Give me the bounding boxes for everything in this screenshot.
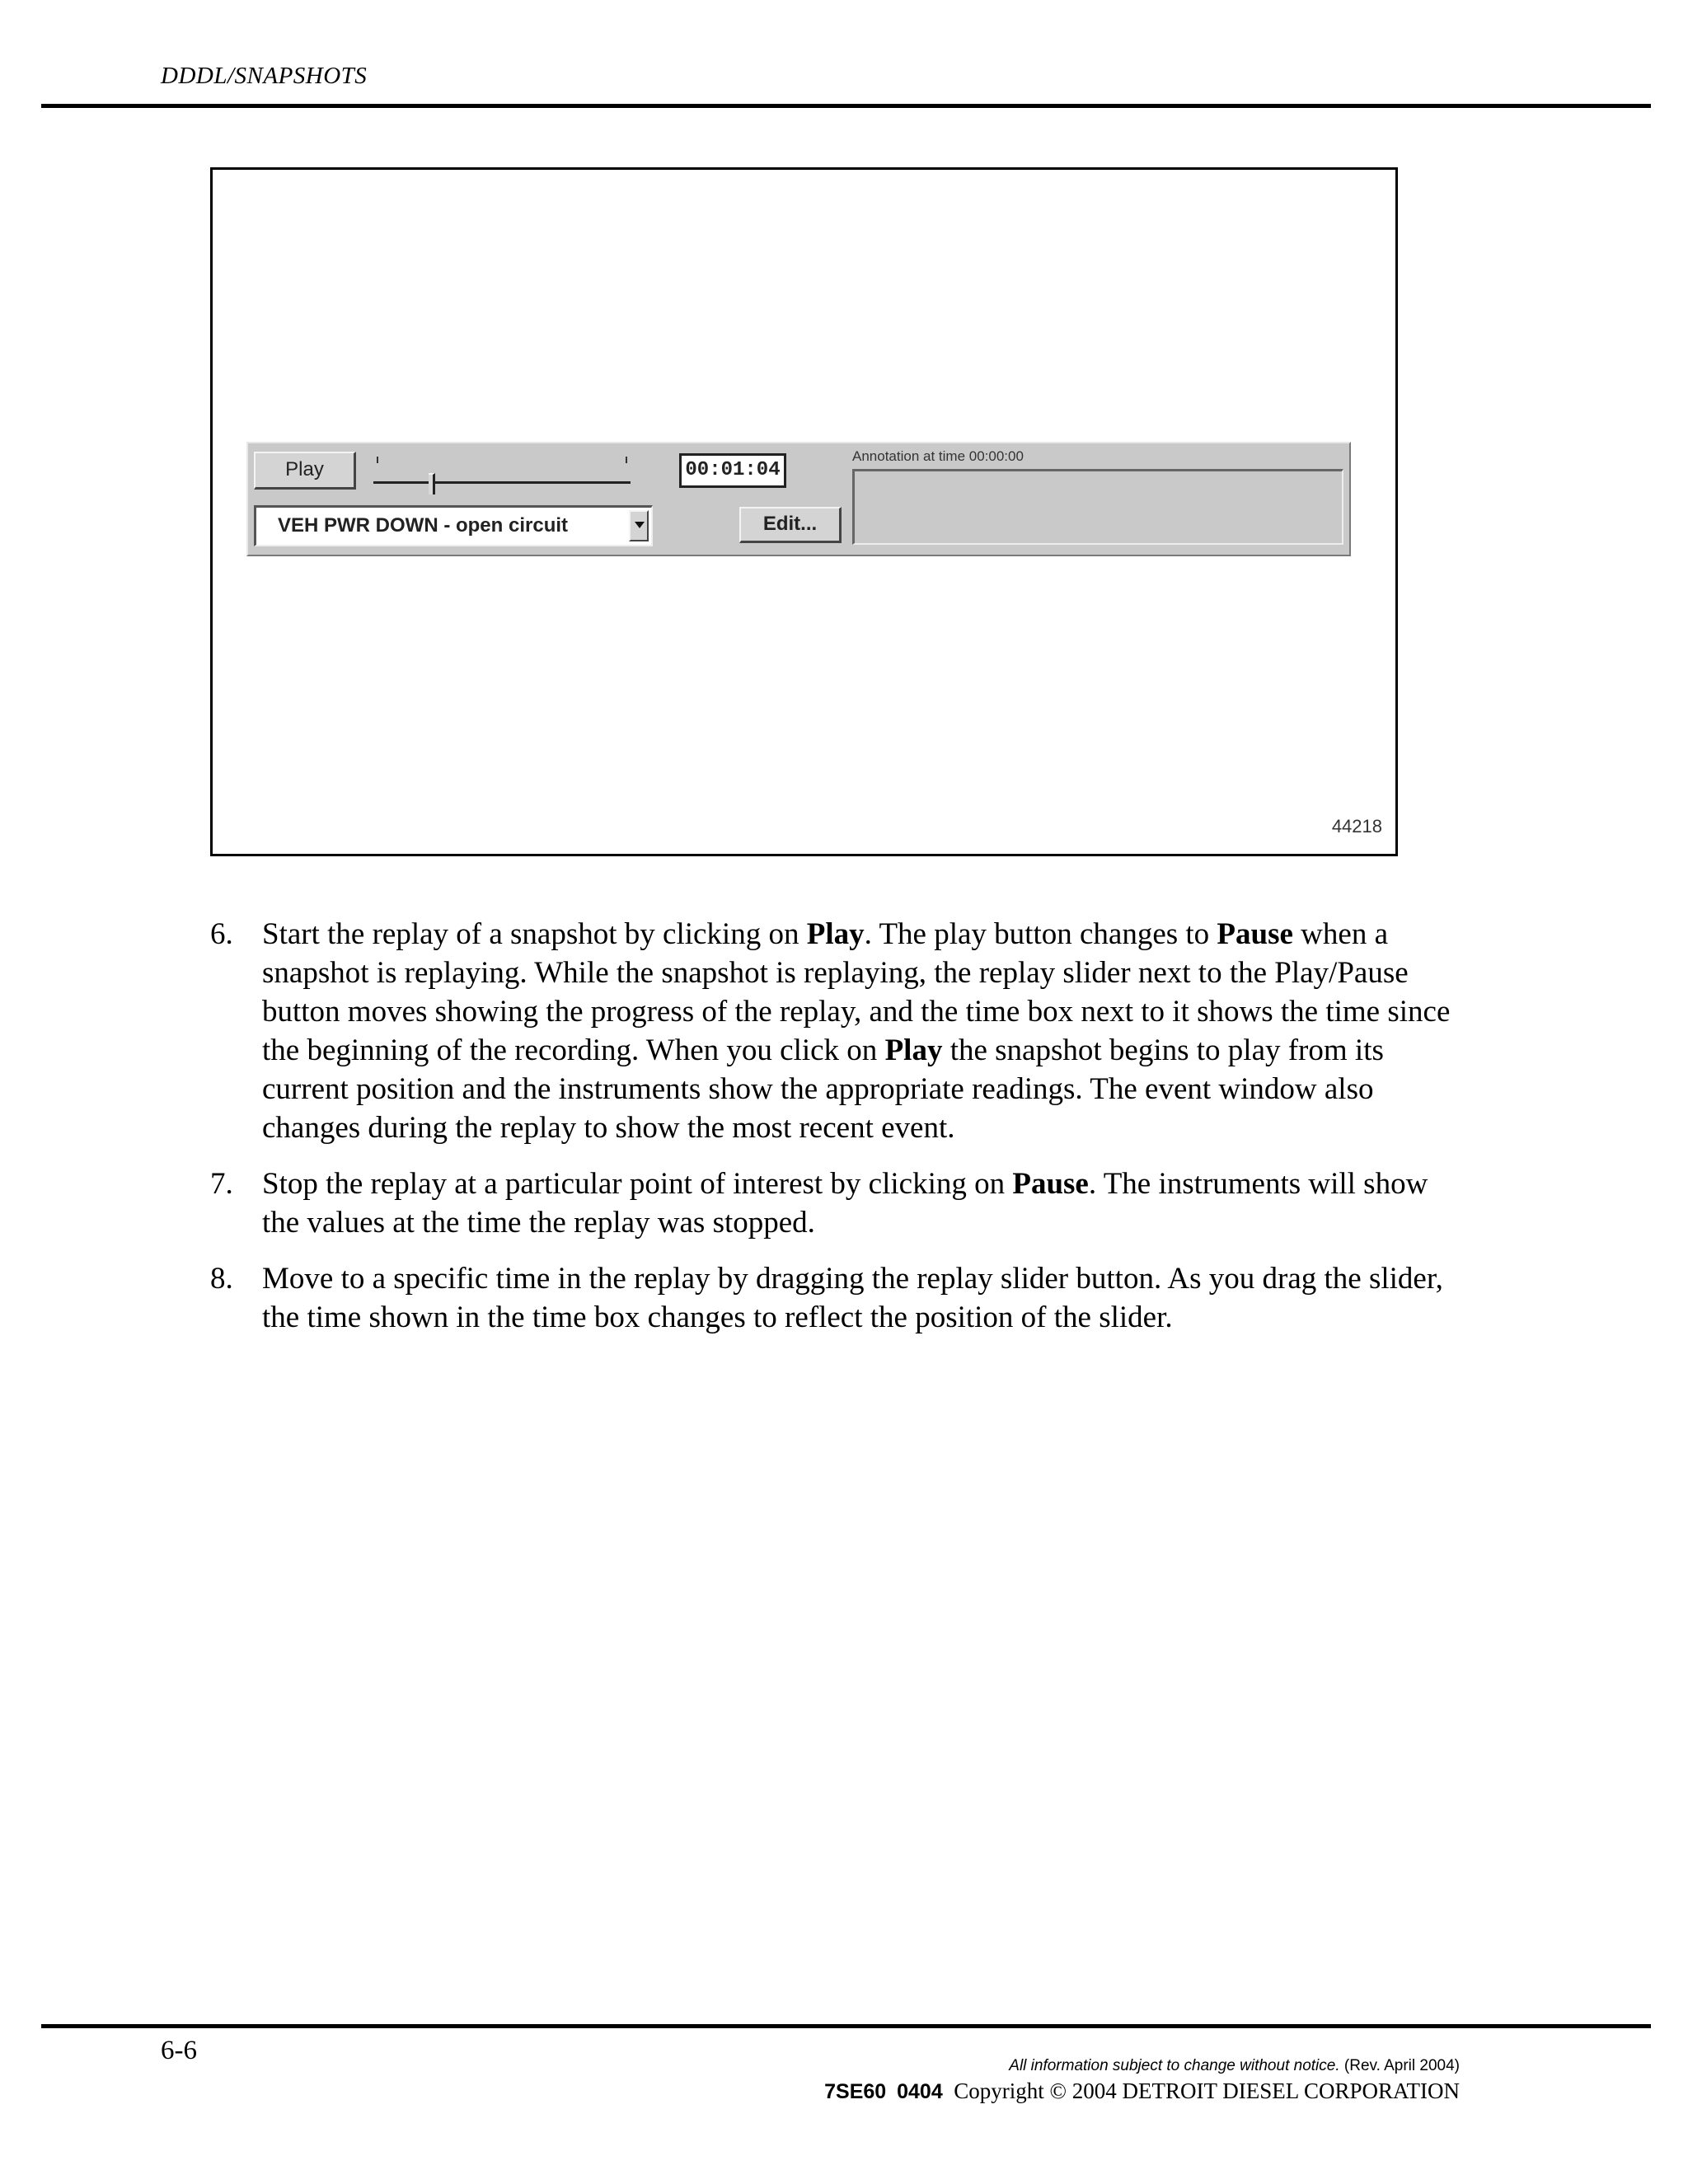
step-emphasis: Play <box>806 917 865 951</box>
replay-slider[interactable] <box>370 450 634 499</box>
event-dropdown-value: VEH PWR DOWN - open circuit <box>278 514 569 537</box>
annotation-label: Annotation at time 00:00:00 <box>852 448 1024 464</box>
step-number: 7. <box>210 1167 233 1201</box>
document-code: 7SE60 0404 <box>824 2080 943 2103</box>
revision-text: (Rev. April 2004) <box>1343 2057 1460 2074</box>
event-dropdown[interactable] <box>254 505 653 546</box>
dropdown-arrow-icon[interactable] <box>629 510 649 541</box>
step-item <box>210 915 1463 1147</box>
figure-number: 44218 <box>1331 816 1382 837</box>
footer-rule <box>41 2024 1651 2028</box>
time-box: 00:01:04 <box>679 453 786 488</box>
step-text-run: Stop the replay at a particular point of interest by clicking on <box>262 1167 1013 1201</box>
step-emphasis: Pause <box>1217 917 1293 951</box>
edit-button[interactable]: Edit... <box>739 507 842 543</box>
header-rule <box>41 104 1651 108</box>
step-text-run: . The instruments will show the values at the time the replay was stopped. <box>262 1167 1428 1240</box>
step-text-run: the snapshot begins to play from its current position and the instruments show the appropriate readings. The event window also changes during the replay to show the most recent event. <box>262 1033 1384 1145</box>
slider-track <box>373 481 631 484</box>
step-text-run: when a snapshot is replaying. While the snapshot is replaying, the replay slider next to the Play/Pause button moves showing the progress of the replay, and the time box next to it shows the time since the beginning of the recording. When you click on <box>262 917 1451 1067</box>
step-emphasis: Pause <box>1012 1167 1089 1201</box>
step-item <box>210 1165 1463 1242</box>
instruction-steps <box>210 915 1463 1354</box>
step-number: 8. <box>210 1262 233 1296</box>
step-number: 6. <box>210 917 233 951</box>
step-item <box>210 1259 1463 1337</box>
footer-notice <box>1009 2057 1460 2075</box>
running-header: DDDL/SNAPSHOTS <box>161 63 368 89</box>
step-text-run: Move to a specific time in the replay by dragging the replay slider button. As you drag the slider, the time shown in the time box changes to reflect the position of the slider. <box>262 1262 1443 1334</box>
slider-start-tick <box>377 457 378 463</box>
slider-thumb[interactable] <box>429 473 435 494</box>
step-text <box>262 917 1450 1145</box>
footer-copyright <box>824 2079 1460 2104</box>
copyright-text: Copyright © 2004 DETROIT DIESEL CORPORATION <box>954 2079 1460 2103</box>
notice-text: All information subject to change without notice. <box>1009 2057 1340 2074</box>
step-text <box>262 1262 1443 1334</box>
step-text-run: Start the replay of a snapshot by clicking on <box>262 917 807 951</box>
step-emphasis: Play <box>884 1033 943 1067</box>
slider-end-tick <box>626 457 627 463</box>
step-text-run: . The play button changes to <box>864 917 1217 951</box>
step-text <box>262 1167 1428 1240</box>
figure-frame <box>210 167 1398 856</box>
play-button[interactable]: Play <box>254 452 356 490</box>
replay-control-panel <box>246 442 1351 556</box>
annotation-box[interactable] <box>852 469 1343 545</box>
page-number: 6-6 <box>161 2036 197 2065</box>
